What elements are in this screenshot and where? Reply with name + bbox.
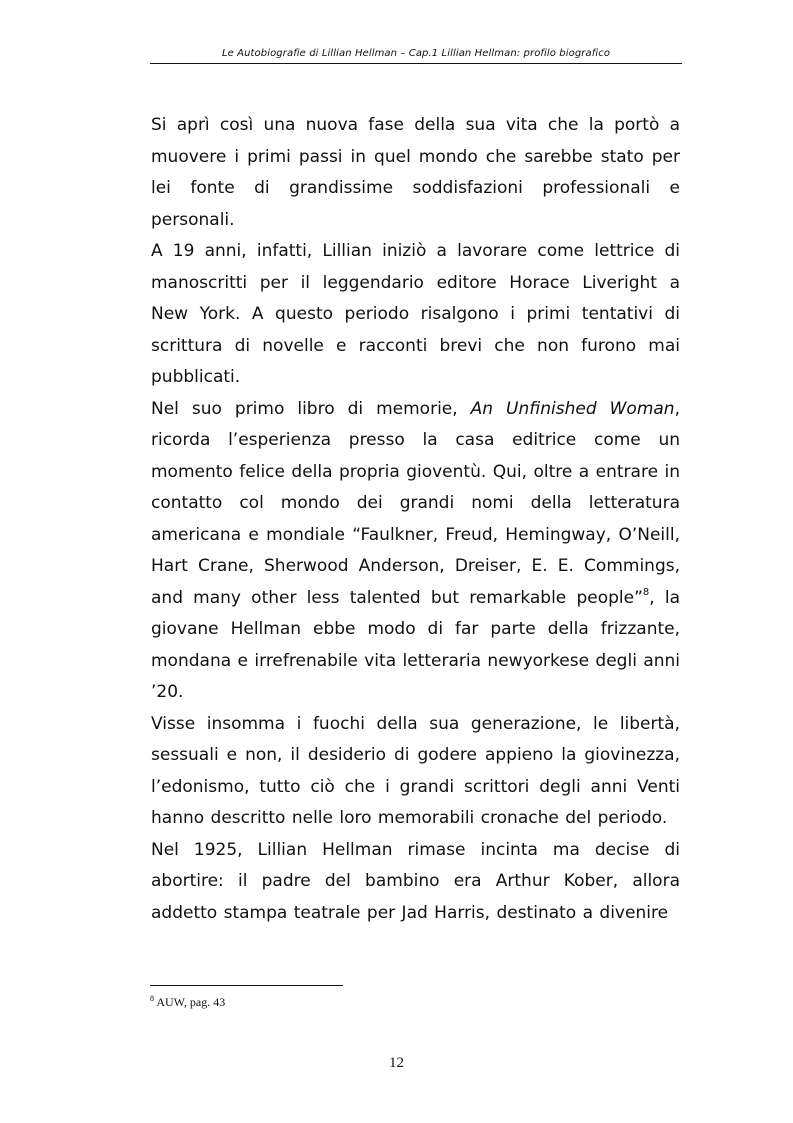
paragraph-2: A 19 anni, infatti, Lillian iniziò a lavorare come lettrice di manoscritti per il leggendario editore Horace Liveright a New York. A questo periodo risalgono i primi tentativi di scrittura di novelle e racconti brevi che non furono mai pubblicati. — [151, 241, 680, 387]
body-text — [151, 110, 680, 929]
paragraph-3-after: , la giovane Hellman ebbe modo di far parte della frizzante, mondana e irrefrenabile vita letteraria newyorkese degli anni ’20. — [151, 587, 681, 702]
footnote-number: 8 — [150, 994, 154, 1003]
book-title: An Unfinished Woman — [470, 398, 675, 419]
paragraph-4: Visse insomma i fuochi della sua generazione, le libertà, sessuali e non, il desiderio di godere appieno la giovinezza, l’edonismo, tutto ciò che i grandi scrittori degli anni Venti hanno descritto nelle loro memorabili cronache del periodo. — [151, 713, 680, 828]
paragraph-3-before: Nel suo primo libro di memorie, — [151, 398, 471, 419]
header-rule — [150, 63, 682, 64]
footnote-reference: 8 — [642, 586, 650, 598]
paragraph-5: Nel 1925, Lillian Hellman rimase incinta ma decise di abortire: il padre del bambino era Arthur Kober, allora addetto stampa teatrale per Jad Harris, destinato a divenire — [151, 839, 680, 923]
running-header: Le Autobiografie di Lillian Hellman – Cap.1 Lillian Hellman: profilo biografico — [221, 48, 611, 59]
paragraph-3 — [151, 394, 680, 709]
footnote-rule — [150, 985, 343, 986]
footnote — [150, 994, 225, 1010]
paragraph-3-middle: , ricorda l’esperienza presso la casa editrice come un momento felice della propria gioventù. Qui, oltre a entrare in contatto col mondo dei grandi nomi della letteratura americana e mondiale “Faulkner, Freud, Hemingway, O’Neill, Hart Crane, Sherwood Anderson, Dreiser, E. E. Commings, and many other less talented but remarkable people” — [151, 398, 680, 608]
page-number: 12 — [389, 1055, 404, 1071]
footnote-text: AUW, pag. 43 — [154, 995, 226, 1009]
paragraph-1: Si aprì così una nuova fase della sua vita che la portò a muovere i primi passi in quel mondo che sarebbe stato per lei fonte di grandissime soddisfazioni professionali e personali. — [151, 115, 680, 230]
